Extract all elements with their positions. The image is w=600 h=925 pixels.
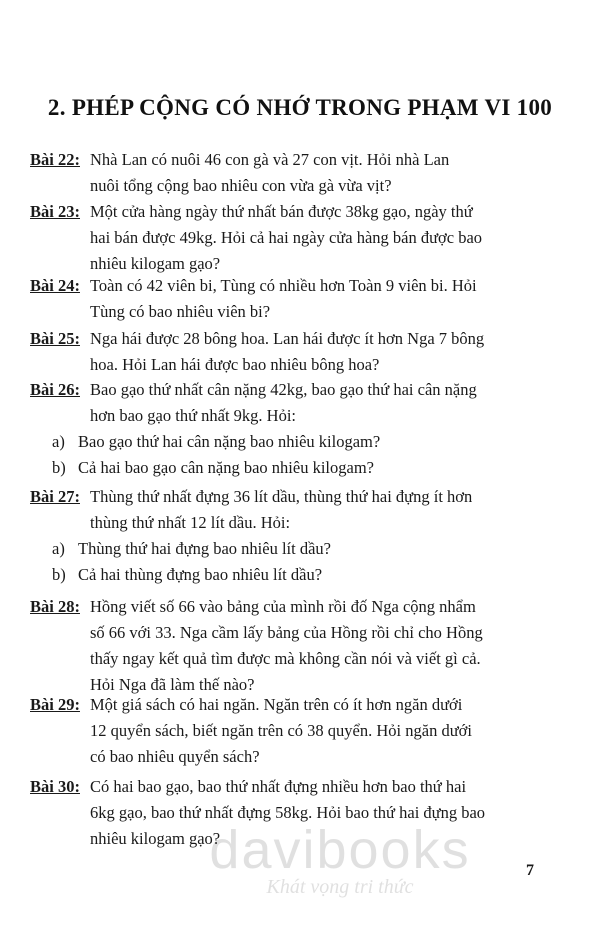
problem-label: Bài 28: xyxy=(30,597,80,616)
problem-label: Bài 30: xyxy=(30,777,80,796)
problem-text: Tùng có bao nhiêu viên bi? xyxy=(90,302,271,321)
problem-27 xyxy=(30,484,555,588)
problem-label: Bài 29: xyxy=(30,695,80,714)
problem-30 xyxy=(30,774,555,852)
problem-26 xyxy=(30,377,555,481)
problem-text: Hỏi Nga đã làm thế nào? xyxy=(90,675,255,694)
problem-text: hai bán được 49kg. Hỏi cả hai ngày cửa hàng bán được bao xyxy=(90,228,483,247)
problem-text: thấy ngay kết quả tìm được mà không cần nói và viết gì cả. xyxy=(90,649,481,668)
problem-text: Có hai bao gạo, bao thứ nhất đựng nhiều hơn bao thứ hai xyxy=(90,777,467,796)
problem-text: nuôi tổng cộng bao nhiêu con vừa gà vừa vịt? xyxy=(90,176,392,195)
problem-29 xyxy=(30,692,555,770)
problem-label: Bài 25: xyxy=(30,329,80,348)
problem-label: Bài 22: xyxy=(30,150,80,169)
problem-23 xyxy=(30,199,555,277)
problem-text: có bao nhiêu quyển sách? xyxy=(90,747,260,766)
problem-text: nhiêu kilogam gạo? xyxy=(90,254,221,273)
problem-text: Bao gạo thứ nhất cân nặng 42kg, bao gạo thứ hai cân nặng xyxy=(90,380,477,399)
problem-text: Toàn có 42 viên bi, Tùng có nhiều hơn Toàn 9 viên bi. Hỏi xyxy=(90,276,477,295)
sub-question-text: Bao gạo thứ hai cân nặng bao nhiêu kilogam? xyxy=(78,432,381,451)
problem-text: Nhà Lan có nuôi 46 con gà và 27 con vịt. Hỏi nhà Lan xyxy=(90,150,450,169)
sub-question-text: Cả hai thùng đựng bao nhiêu lít dầu? xyxy=(78,565,323,584)
problem-label: Bài 26: xyxy=(30,380,80,399)
problem-label: Bài 24: xyxy=(30,276,80,295)
problem-text: Thùng thứ nhất đựng 36 lít dầu, thùng thứ hai đựng ít hơn xyxy=(90,487,473,506)
problem-text: hơn bao gạo thứ nhất 9kg. Hỏi: xyxy=(90,406,297,425)
problem-label: Bài 23: xyxy=(30,202,80,221)
problem-25 xyxy=(30,326,555,378)
sub-question xyxy=(30,455,555,481)
page-number: 7 xyxy=(526,862,534,879)
sub-question-text: Thùng thứ hai đựng bao nhiêu lít dầu? xyxy=(78,539,331,558)
problem-text: hoa. Hỏi Lan hái được bao nhiêu bông hoa? xyxy=(90,355,380,374)
problem-text: 12 quyển sách, biết ngăn trên có 38 quyển. Hỏi ngăn dưới xyxy=(90,721,472,740)
problem-text: Nga hái được 28 bông hoa. Lan hái được ít hơn Nga 7 bông xyxy=(90,329,485,348)
problem-text: nhiêu kilogam gạo? xyxy=(90,829,221,848)
problem-text: 6kg gạo, bao thứ nhất đựng 58kg. Hỏi bao thứ hai đựng bao xyxy=(90,803,486,822)
problem-22 xyxy=(30,147,555,199)
sub-question-mark: b) xyxy=(52,458,66,477)
sub-question xyxy=(30,562,555,588)
problem-text: số 66 với 33. Nga cầm lấy bảng của Hồng rồi chỉ cho Hồng xyxy=(90,623,483,642)
problem-text: Một giá sách có hai ngăn. Ngăn trên có ít hơn ngăn dưới xyxy=(90,695,463,714)
problem-label: Bài 27: xyxy=(30,487,80,506)
watermark-brand: davibooks xyxy=(209,820,471,880)
section-title: 2. PHÉP CỘNG CÓ NHỚ TRONG PHẠM VI 100 xyxy=(47,95,553,120)
problem-text: Một cửa hàng ngày thứ nhất bán được 38kg gạo, ngày thứ xyxy=(90,202,473,221)
problem-24 xyxy=(30,273,555,325)
watermark-slogan: Khát vọng tri thức xyxy=(266,876,414,898)
sub-question-text: Cả hai bao gạo cân nặng bao nhiêu kilogam? xyxy=(78,458,374,477)
problem-28 xyxy=(30,594,555,698)
sub-question xyxy=(30,429,555,455)
sub-question-mark: a) xyxy=(52,539,65,558)
problem-text: Hồng viết số 66 vào bảng của mình rồi đố Nga cộng nhẩm xyxy=(90,597,476,616)
sub-question xyxy=(30,536,555,562)
problem-text: thùng thứ nhất 12 lít dầu. Hỏi: xyxy=(90,513,291,532)
sub-question-mark: b) xyxy=(52,565,66,584)
sub-question-mark: a) xyxy=(52,432,65,451)
